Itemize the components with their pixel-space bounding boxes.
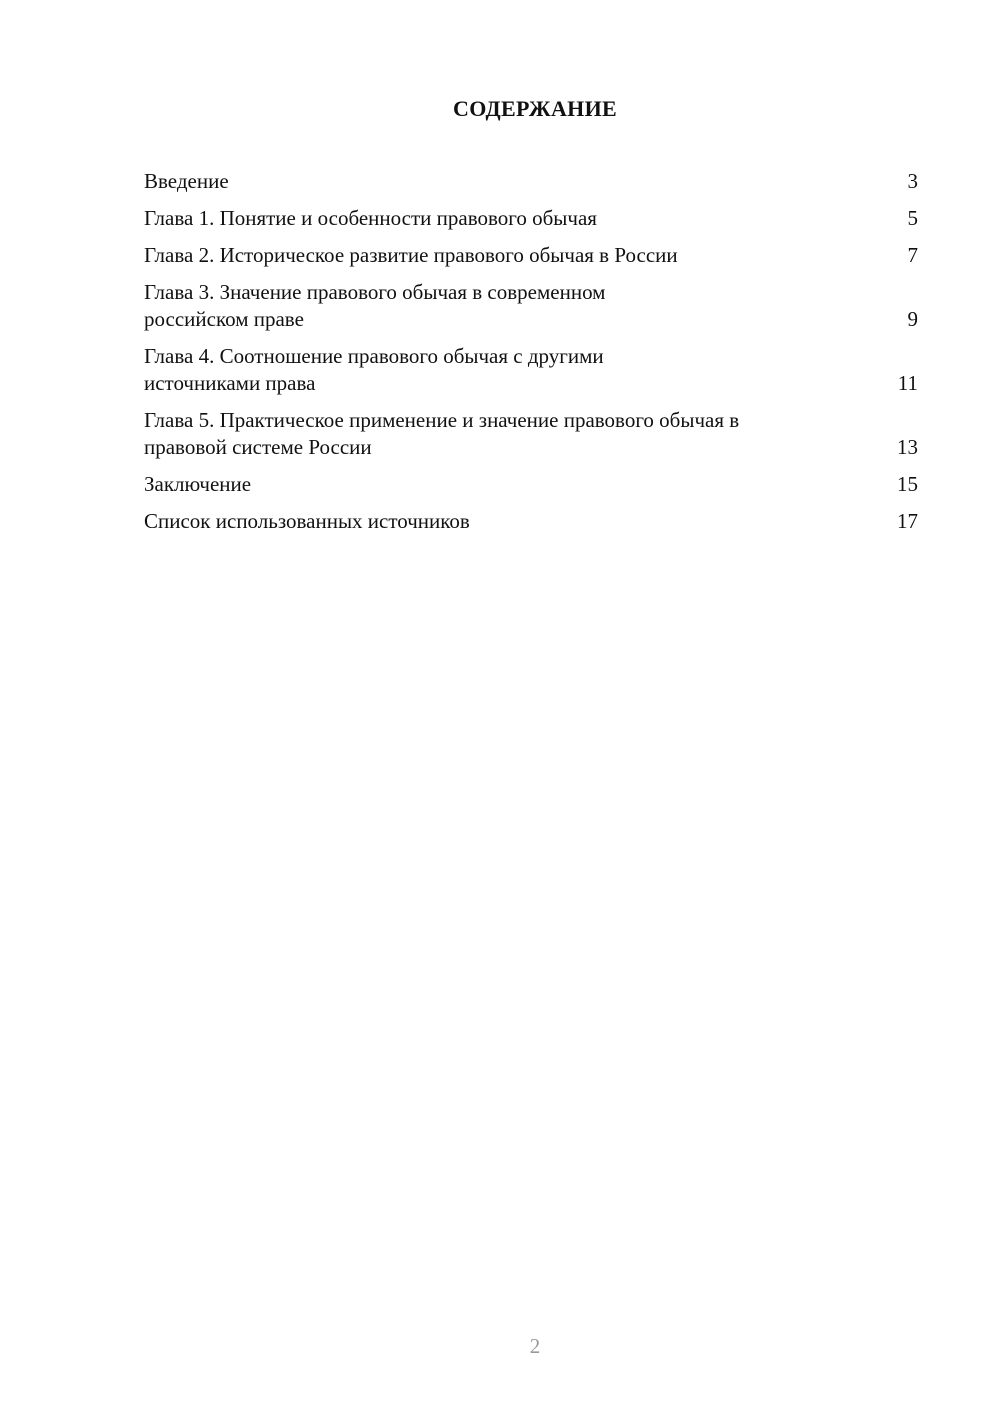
toc-entry-text: Глава 3. Значение правового обычая в современном российском праве	[144, 280, 606, 331]
toc-entry-chapter-3	[144, 279, 918, 333]
toc-entry-text: Глава 2. Историческое развитие правового обычая в России	[144, 243, 678, 267]
toc-entry-chapter-2	[144, 242, 918, 269]
toc-entry-text: Список использованных источников	[144, 509, 470, 533]
toc-entry-text: Заключение	[144, 472, 252, 496]
toc-entry-text: Глава 1. Понятие и особенности правового обычая	[144, 206, 597, 230]
toc-entry-page: 9	[907, 307, 918, 331]
page-number: 2	[529, 1334, 541, 1358]
toc-entry-references	[144, 508, 918, 535]
toc-entry-text: Введение	[144, 169, 229, 193]
toc-entry-chapter-4	[144, 343, 918, 397]
toc-entry-page: 11	[897, 371, 918, 395]
toc-entry-page: 15	[897, 472, 918, 496]
toc-entry-page: 7	[907, 243, 918, 267]
toc-title: СОДЕРЖАНИЕ	[453, 96, 617, 121]
toc-entry-chapter-1	[144, 205, 918, 232]
toc-entry-page: 3	[907, 169, 918, 193]
toc-list	[144, 168, 918, 545]
toc-entry-text: Глава 5. Практическое применение и значение правового обычая в правовой системе России	[144, 408, 740, 459]
toc-entry-introduction	[144, 168, 918, 195]
toc-entry-text: Глава 4. Соотношение правового обычая с другими источниками права	[144, 344, 604, 395]
toc-entry-conclusion	[144, 471, 918, 498]
toc-entry-page: 5	[907, 206, 918, 230]
toc-entry-page: 17	[897, 509, 918, 533]
toc-entry-chapter-5	[144, 407, 918, 461]
toc-entry-page: 13	[897, 435, 918, 459]
